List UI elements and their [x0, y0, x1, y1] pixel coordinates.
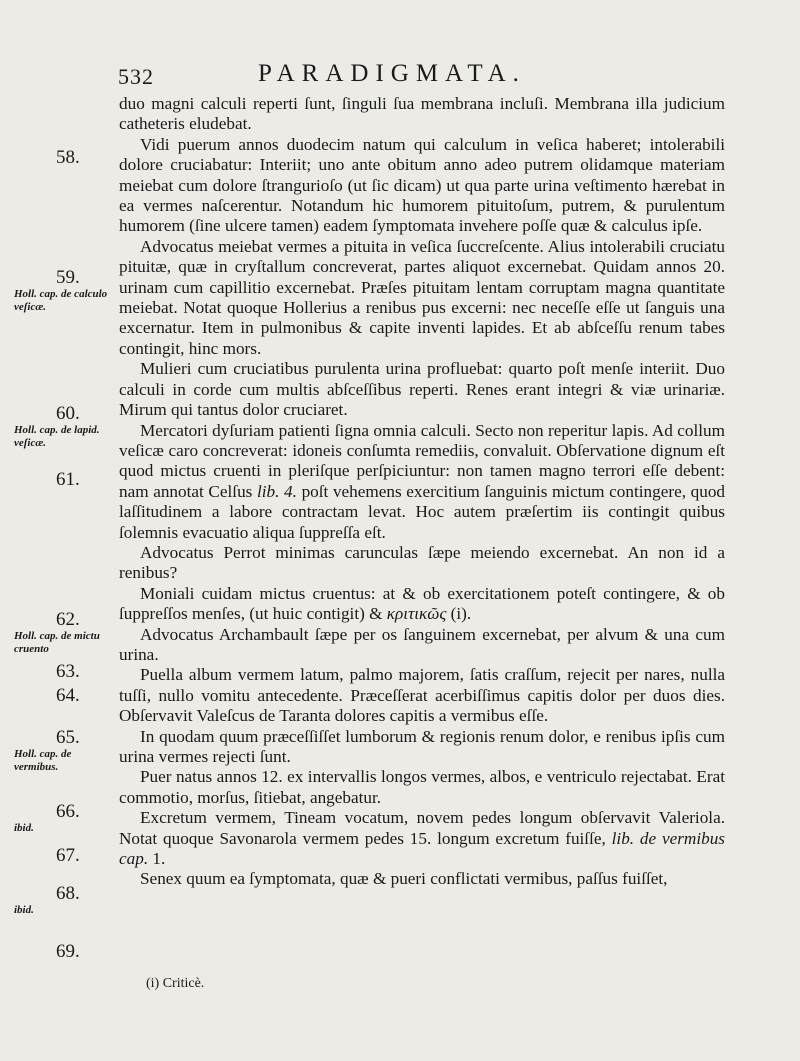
margin-reference: Holl. cap. de vermibus. [14, 748, 72, 773]
paragraph-62: Advocatus Perrot minimas carunculas ſæpe meiendo excernebat. An non id a renibus? [119, 542, 725, 583]
text-body [119, 94, 725, 890]
section-number: 63. [56, 661, 80, 682]
margin-note-67 [14, 846, 114, 866]
margin-note-65 [14, 728, 114, 774]
margin-note-68 [14, 884, 114, 917]
margin-reference: Holl. cap. de lapid. veſicæ. [14, 424, 100, 449]
section-number: 61. [56, 469, 80, 490]
paragraph-61-text-b: poſt vehemens exercitium ſanguinis mictum contingere, quod laſſitudinem a labore contractam levat. Hoc autem præſertim iis contingit quibus ſolemnis evacuatio aliqua ſuppreſſa eſt. [119, 481, 726, 542]
citation-de-vermibus: lib. de vermibus cap. [119, 828, 725, 869]
section-number: 67. [56, 845, 80, 866]
paragraph-58: Vidi puerum annos duodecim natum qui calculum in veſica haberet; intolerabili dolore cruciabatur: Interiit; uno ante obitum anno adeo putrem olidamque materiam meiebat cum dolore ſtrangurioſo (ut ſic dicam) ut qua parte urina veſtimento hærebat in ea vermes naſcerentur. Notandum hic humorem pituitoſum, putrem, & purulentum humorem (ſine ulcere tamen) eadem ſymptomata invehere poſſe quæ & calculus ipſe. [119, 134, 725, 236]
paragraph-66: In quodam quum præceſſiſſet lumborum & regionis renum dolor, e renibus ipſis cum urina vermes rejecti ſunt. [119, 726, 725, 766]
paragraph-63-text-a: Moniali cuidam mictus cruentus: at & ob exercitationem poteſt contingere, & ob ſuppreſſos menſes, (ut huic contigit) & [119, 583, 725, 624]
margin-reference: ibid. [14, 822, 34, 834]
paragraph-65: Puella album vermem latum, palmo majorem, ſatis craſſum, rejecit per nares, nulla tuſſi, nullo vomitu antecedente. Præceſſerat acerbiſſimus capitis dolor per duos dies. Obſervavit Valeſcus de Taranta dolores capitis a vermibus eſſe. [119, 665, 725, 726]
greek-word: κριτικῶς [386, 604, 447, 624]
paragraph-59: Advocatus meiebat vermes a pituita in veſica ſuccreſcente. Alius intolerabili cruciatu pituitæ, quæ in cryſtallum concreverat, partes aliquot excernebat. Quidam annos 20. urinam cum capillitio excernebat. Præſes pituitam lentam corruptam magna quantitate meiebat. Notat quoque Hollerius a renibus pus excerni: nec neceſſe eſſe ut ſanguis una excernatur. Item in pulmonibus & capite inventi lapides. Et ab abſceſſu renum tabes contingit, hinc mors. [119, 236, 725, 358]
section-number: 59. [56, 267, 80, 288]
paragraph-68-text-a: Excretum vermem, Tineam vocatum, novem pedes longum obſervavit Valeriola. Notat quoque Savonarola vermem pedes 15. longum excretum fuiſſe, [119, 808, 725, 848]
section-number: 64. [56, 685, 80, 706]
margin-note-69 [14, 942, 114, 962]
paragraph-69: Senex quum ea ſymptomata, quæ & pueri conflictati vermibus, paſſus fuiſſet, [140, 869, 668, 889]
paragraph-68-text-b: 1. [152, 849, 166, 869]
running-title: PARADIGMATA. [258, 60, 526, 87]
margin-note-61 [14, 470, 114, 490]
paragraph-64: Advocatus Archambault ſæpe per os ſanguinem excernebat, per alvum & una cum urina. [119, 624, 725, 664]
paragraph-continuation: duo magni calculi reperti ſunt, ſinguli ſua membrana incluſi. Membrana illa judicium catheteris eludebat. [119, 94, 725, 134]
citation-lib-4: lib. 4. [256, 481, 297, 501]
footnote-ref: (i). [450, 604, 472, 624]
margin-note-63 [14, 662, 114, 682]
paragraph-61-text-a: Mercatori dyſuriam patienti ſigna omnia calculi. Secto non reperitur lapis. Ad collum veſicæ caro concreverat: idoneis conſumta remediis, convaluit. Obſervatione dignum eſt quod mictus cruenti in pleriſque perſpiciuntur: non tamen magno terrori eſſe debent: nam annotat Celſus [119, 420, 725, 501]
margin-note-58 [14, 148, 114, 168]
section-number: 65. [56, 727, 80, 748]
section-number: 58. [56, 147, 80, 168]
section-number: 60. [56, 403, 80, 424]
margin-reference: Holl. cap. de mictu cruento [14, 630, 100, 655]
section-number: 68. [56, 883, 80, 904]
margin-note-66 [14, 802, 114, 835]
paragraph-60: Mulieri cum cruciatibus purulenta urina profluebat: quarto poſt menſe interiit. Duo calculi in corde cum multis abſceſſibus reperti. Renes erant integri & viæ urinariæ. Mirum qui tantus dolor cruciaret. [119, 359, 725, 420]
page-header [118, 56, 738, 89]
margin-reference: Holl. cap. de calculo veſicæ. [14, 288, 108, 313]
margin-note-62 [14, 610, 114, 656]
margin-reference: ibid. [14, 904, 34, 916]
paragraph-63 [119, 584, 725, 625]
paragraph-67: Puer natus annos 12. ex intervallis longos vermes, albos, e ventriculo rejectabat. Erat commotio, morſus, ſitiebat, angebatur. [119, 767, 725, 807]
paragraph-61 [119, 421, 725, 543]
margin-note-59 [14, 268, 114, 314]
margin-note-64 [14, 686, 114, 706]
section-number: 66. [56, 801, 80, 822]
section-number: 62. [56, 609, 80, 630]
section-number: 69. [56, 941, 80, 962]
footnote: (i) Criticè. [146, 976, 205, 991]
page-number: 532 [118, 64, 154, 89]
margin-note-60 [14, 404, 114, 450]
paragraph-68 [119, 808, 725, 869]
